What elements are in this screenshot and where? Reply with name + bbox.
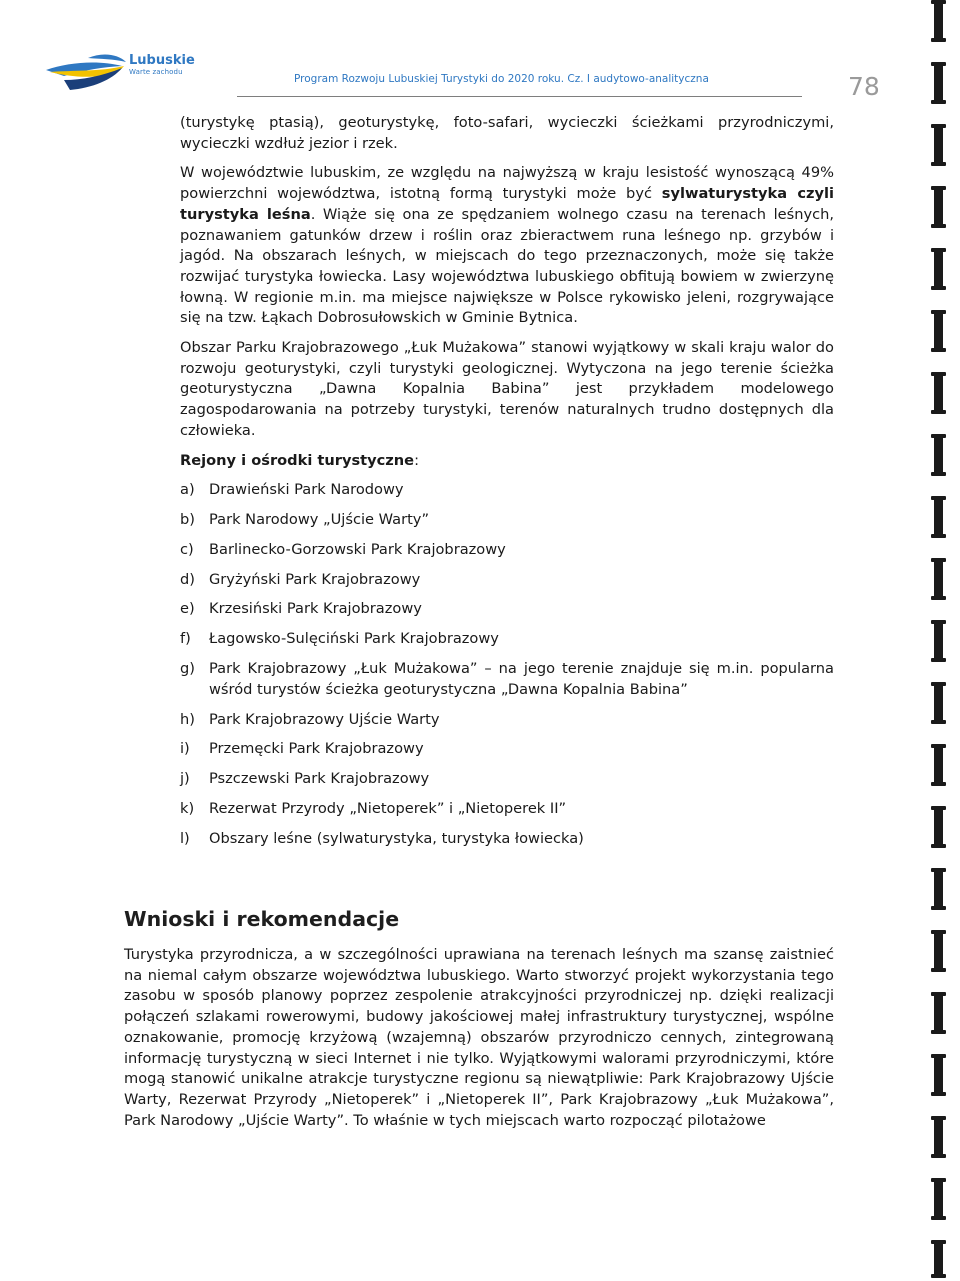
- binding-ring-icon: [934, 498, 943, 536]
- logo-tagline: Warte zachodu: [129, 68, 183, 76]
- binding-ring-icon: [934, 994, 943, 1032]
- list-item-text: Pszczewski Park Krajobrazowy: [209, 770, 430, 788]
- list-item: [180, 540, 834, 561]
- list-item-text: Rezerwat Przyrody „Nietoperek” i „Nietoperek II”: [209, 799, 567, 817]
- list-item: [180, 769, 834, 790]
- list-item: [180, 570, 834, 591]
- binding-ring-icon: [934, 622, 943, 660]
- section-heading: Wnioski i rekomendacje: [124, 907, 400, 931]
- binding-ring-icon: [934, 1242, 943, 1276]
- list-item-letter: b): [180, 511, 195, 529]
- list-item-letter: a): [180, 481, 195, 499]
- header-divider: [237, 96, 802, 97]
- list-item-letter: l): [180, 829, 190, 847]
- binding-ring-icon: [934, 684, 943, 722]
- list-item: [180, 739, 834, 760]
- list-item-letter: g): [180, 660, 195, 678]
- page-number: 78: [848, 72, 880, 101]
- binding-ring-icon: [934, 932, 943, 970]
- binding-ring-icon: [934, 746, 943, 784]
- paragraph-2-part-a: W województwie lubuskim, ze względu na najwyższą w kraju lesistość wynoszącą 49% powierzchni województwa, istotną formą turystyki może być: [180, 164, 834, 203]
- binding-ring-icon: [934, 250, 943, 288]
- list-item-text: Przemęcki Park Krajobrazowy: [209, 740, 424, 758]
- regions-list: [180, 480, 834, 849]
- list-item-letter: k): [180, 799, 195, 817]
- logo-name: Lubuskie: [129, 53, 195, 68]
- list-item: [180, 629, 834, 650]
- binding-ring-icon: [934, 1056, 943, 1094]
- list-item: [180, 829, 834, 850]
- list-item-letter: i): [180, 740, 190, 758]
- section-paragraph: Turystyka przyrodnicza, a w szczególności uprawiana na terenach leśnych ma szansę zaistnieć na niemal całym obszarze województwa lubuskiego. Warto stworzyć projekt wykorzystania tego zasobu w sposób planowy poprzez zespolenie atrakcyjności przyrodniczej np. dzięki realizacji połączeń szlakami rowerowymi, budowy jakościowej małej infrastruktury turystycznej, wspólne oznakowanie, promocję krzyżową (wzajemną) obszarów przyrodniczo cennych, zintegrowaną informację turystyczną w sieci Internet i nie tylko. Wyjątkowymi walorami przyrodniczymi, które mogą stanowić unikalne atrakcje turystyczne regionu są niewątpliwie: Park Krajobrazowy Ujście Warty, Rezerwat Przyrody „Nietoperek” i „Nietoperek II”, Park Krajobrazowy „Łuk Mużakowa”, Park Narodowy „Ujście Warty”. To właśnie w tych miejscach warto rozpocząć pilotażowe: [124, 946, 834, 1129]
- list-item-text: Barlinecko-Gorzowski Park Krajobrazowy: [209, 540, 506, 558]
- list-item: [180, 599, 834, 620]
- list-item-letter: h): [180, 710, 195, 728]
- list-item-text: Park Krajobrazowy Ujście Warty: [209, 710, 440, 728]
- list-item-text: Obszary leśne (sylwaturystyka, turystyka łowiecka): [209, 829, 584, 847]
- list-subheading: [180, 451, 834, 472]
- paragraph-2-bold: sylwaturystyka czyli turystyka leśna: [180, 185, 834, 223]
- list-item: [180, 659, 834, 700]
- list-item: [180, 480, 834, 501]
- list-item-text: Krzesiński Park Krajobrazowy: [209, 600, 422, 618]
- binding-ring-icon: [934, 436, 943, 474]
- paragraph-2: [180, 163, 834, 329]
- list-subheading-text: Rejony i ośrodki turystyczne: [180, 451, 415, 469]
- list-subheading-colon: :: [414, 451, 420, 469]
- logo-text: [129, 54, 195, 76]
- list-item: [180, 510, 834, 531]
- list-item-text: Łagowsko-Sulęciński Park Krajobrazowy: [209, 630, 499, 648]
- list-item-text: Park Krajobrazowy „Łuk Mużakowa” – na jego terenie znajduje się m.in. popularna wśród turystów ścieżka geoturystyczna „Dawna Kopalnia Babina”: [209, 660, 834, 698]
- binding-ring-icon: [934, 188, 943, 226]
- paragraph-2-part-b: . Wiąże się ona ze spędzaniem wolnego czasu na terenach leśnych, poznawaniem gatunków drzew i roślin oraz zbieractwem runa leśnego np. grzybów i jagód. Na obszarach leśnych, w miejscach do tego przeznaczonych, może się także rozwijać turystyka łowiecka. Lasy województwa lubuskiego obfitują bowiem w zwierzynę łowną. W regionie m.in. ma miejsce największe w Polsce rykowisko jeleni, rozgrywające się na tzw. Łąkach Dobrosułowskich w Gminie Bytnica.: [180, 205, 834, 327]
- list-item-letter: c): [180, 540, 194, 558]
- binding-ring-icon: [934, 126, 943, 164]
- header-title: Program Rozwoju Lubuskiej Turystyki do 2020 roku. Cz. I audytowo-analityczna: [294, 73, 709, 85]
- list-item: [180, 799, 834, 820]
- list-item-text: Drawieński Park Narodowy: [209, 481, 404, 499]
- binding-ring-icon: [934, 2, 943, 40]
- binding-ring-icon: [934, 870, 943, 908]
- binding-ring-icon: [934, 64, 943, 102]
- list-item-letter: d): [180, 570, 195, 588]
- spiral-binding: [929, 0, 949, 1281]
- binding-ring-icon: [934, 1180, 943, 1218]
- list-item-letter: e): [180, 600, 195, 618]
- list-item: [180, 710, 834, 731]
- list-item-letter: f): [180, 630, 191, 648]
- binding-ring-icon: [934, 1118, 943, 1156]
- paragraph-1: (turystykę ptasią), geoturystykę, foto-safari, wycieczki ścieżkami przyrodniczymi, wycieczki wzdłuż jezior i rzek.: [180, 114, 834, 152]
- binding-ring-icon: [934, 374, 943, 412]
- list-item-text: Park Narodowy „Ujście Warty”: [209, 511, 430, 529]
- list-item-letter: j): [180, 770, 190, 788]
- main-content: [180, 113, 834, 859]
- binding-ring-icon: [934, 808, 943, 846]
- paragraph-3: Obszar Parku Krajobrazowego „Łuk Mużakowa” stanowi wyjątkowy w skali kraju walor do rozwoju geoturystyki, czyli turystyki geologicznej. Wytyczona na jego terenie ścieżka geoturystyczna „Dawna Kopalnia Babina” jest przykładem modelowego zagospodarowania na potrzeby turystyki, terenów naturalnych trudno dostępnych dla człowieka.: [180, 339, 834, 439]
- binding-ring-icon: [934, 560, 943, 598]
- binding-ring-icon: [934, 312, 943, 350]
- list-item-text: Gryżyński Park Krajobrazowy: [209, 570, 421, 588]
- section-body: [124, 945, 834, 1131]
